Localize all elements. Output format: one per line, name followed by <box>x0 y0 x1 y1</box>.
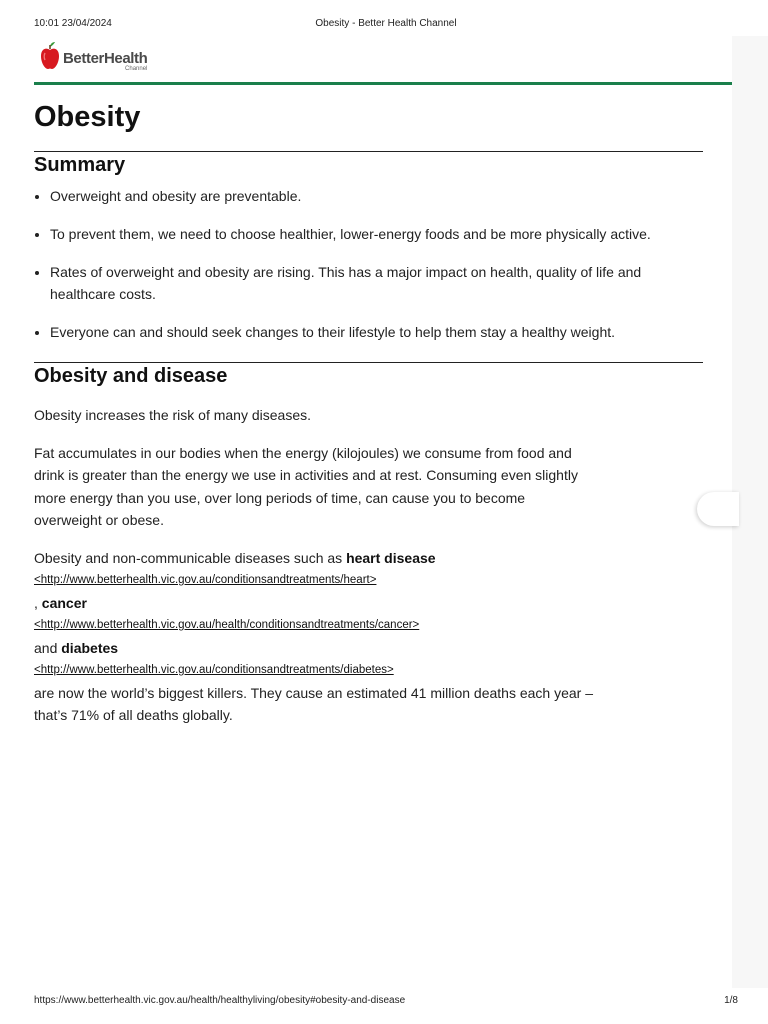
disease-paragraph-3 <box>34 547 594 727</box>
obesity-disease-heading: Obesity and disease <box>34 365 228 387</box>
diabetes-link[interactable]: diabetes <box>61 639 119 656</box>
p3-outro-text: are now the world’s biggest killers. They cause an estimated 41 million deaths each year – that’s 71% of all deaths globally. <box>34 684 594 723</box>
print-header <box>34 18 738 32</box>
separator-and: and <box>34 639 62 656</box>
site-logo-link[interactable] <box>40 42 147 72</box>
summary-list <box>34 185 703 343</box>
print-document-title: Obesity - Better Health Channel <box>315 18 457 29</box>
logo-sub-text: Channel <box>125 66 148 72</box>
print-footer <box>34 995 738 1009</box>
logo-main-text: BetterHealth <box>63 50 148 67</box>
summary-item: • To prevent them, we need to choose healthier, lower-energy foods and be more physically active. <box>50 223 703 245</box>
heart-disease-url[interactable]: <http://www.betterhealth.vic.gov.au/conditionsandtreatments/heart> <box>34 574 377 586</box>
summary-item: • Everyone can and should seek changes to their lifestyle to help them stay a healthy weight. <box>50 321 703 343</box>
print-timestamp: 10:01 23/04/2024 <box>34 18 112 29</box>
separator-comma: , <box>34 594 42 611</box>
cancer-link[interactable]: cancer <box>41 594 87 611</box>
apple-icon <box>40 42 60 70</box>
site-header <box>34 38 732 85</box>
page-title: Obesity <box>34 101 141 133</box>
logo-wordmark <box>63 42 147 72</box>
heart-disease-link[interactable]: heart disease <box>346 549 436 566</box>
summary-item: • Overweight and obesity are preventable. <box>50 185 703 207</box>
disease-paragraph-2: Fat accumulates in our bodies when the energy (kilojoules) we consume from food and drink is greater than the energy we use in activities and at rest. Consuming even slightly more energy than you use, over long periods of time, can cause you to become overweight or obese. <box>34 444 578 528</box>
page-indicator: 1/8 <box>724 995 738 1006</box>
p3-intro-text: Obesity and non-communicable diseases such as <box>34 549 347 566</box>
scroll-handle[interactable] <box>697 492 739 526</box>
obesity-disease-body <box>34 404 594 727</box>
diabetes-url[interactable]: <http://www.betterhealth.vic.gov.au/conditionsandtreatments/diabetes> <box>34 664 394 676</box>
main-content <box>34 98 703 727</box>
summary-heading: Summary <box>34 154 126 176</box>
cancer-url[interactable]: <http://www.betterhealth.vic.gov.au/health/conditionsandtreatments/cancer> <box>34 619 420 631</box>
summary-item: • Rates of overweight and obesity are rising. This has a major impact on health, quality of life and healthcare costs. <box>50 261 703 305</box>
disease-paragraph-1: Obesity increases the risk of many diseases. <box>34 407 312 423</box>
print-footer-url: https://www.betterhealth.vic.gov.au/health/healthyliving/obesity#obesity-and-disease <box>34 995 406 1006</box>
